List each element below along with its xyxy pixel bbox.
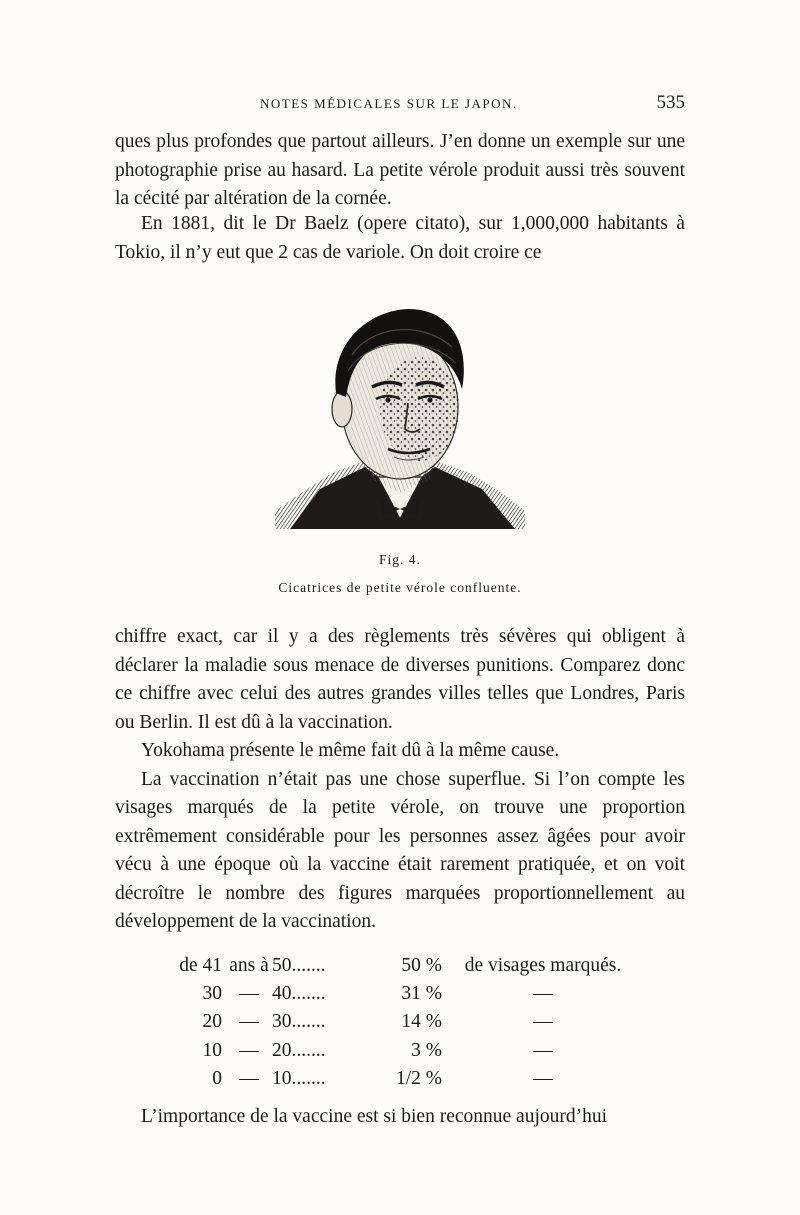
marked-percent: 3 %: [411, 1039, 442, 1061]
age-separator: —: [239, 1067, 259, 1089]
age-from: de 41: [179, 955, 222, 976]
age-to: 20.......: [272, 1039, 326, 1061]
stat-row: [160, 1068, 685, 1096]
paragraph-3-part-3: La vaccination n’était pas une chose superflue. Si l’on compte les visages marqués de la petite vérole, on trouve une proportion extrêmement considérable pour les personnes assez âgées pour avoir vécu à une époque où la vaccine était rarement pratiquée, et on voit décroître le nombre des figures marquées proportionnellement au développement de la vaccination.: [115, 768, 685, 932]
age-to: 50.......: [272, 955, 326, 976]
age-separator: —: [239, 1011, 259, 1033]
age-from: 0: [212, 1067, 222, 1089]
age-separator: —: [239, 1039, 259, 1061]
age-from: 20: [202, 1011, 222, 1033]
page-number: 535: [656, 92, 685, 113]
paragraph-3: [115, 623, 685, 937]
running-title: NOTES MÉDICALES SUR LE JAPON.: [260, 96, 518, 111]
age-statistics-table: [160, 955, 685, 1096]
row-suffix: —: [533, 1067, 553, 1089]
paragraph-1: ques plus profondes que partout ailleurs. J’en donne un exemple sur une photographie prise au hasard. La petite vérole produit aussi très souvent la cécité par altération de la cornée.: [115, 131, 685, 209]
age-separator: —: [239, 983, 259, 1005]
stat-row: [160, 1011, 685, 1039]
paragraph-3-part-2: Yokohama présente le même fait dû à la même cause.: [141, 740, 560, 761]
stat-row: [160, 983, 685, 1011]
row-suffix: de visages marqués.: [464, 955, 622, 976]
age-separator: ans à: [229, 955, 269, 976]
age-to: 30.......: [272, 1011, 326, 1033]
marked-percent: 31 %: [401, 983, 442, 1005]
row-suffix: —: [533, 983, 553, 1005]
row-suffix: —: [533, 1039, 553, 1061]
marked-percent: 50 %: [401, 955, 442, 976]
marked-percent: 1/2 %: [395, 1067, 442, 1089]
marked-percent: 14 %: [401, 1011, 442, 1033]
age-to: 40.......: [272, 983, 326, 1005]
stat-row: [160, 1040, 685, 1068]
stat-row: [160, 955, 685, 983]
age-to: 10.......: [272, 1067, 326, 1089]
portrait-illustration: [270, 297, 530, 537]
paragraph-3-part-1: chiffre exact, car il y a des règlements très sévères qui obligent à déclarer la maladie sous menace de diverses punitions. Comparez donc ce chiffre avec celui des autres grandes villes telles que Londres, Paris ou Berlin. Il est dû à la vaccination.: [115, 626, 685, 733]
figure-caption: Cicatrices de petite vérole confluente.: [278, 580, 522, 595]
paragraph-4: L’importance de la vaccine est si bien reconnue aujourd’hui: [141, 1106, 608, 1127]
age-from: 30: [202, 983, 222, 1005]
row-suffix: —: [533, 1011, 553, 1033]
page-header: [115, 92, 685, 120]
figure-label: Fig. 4.: [379, 552, 421, 567]
portrait-engraving: [270, 297, 530, 537]
age-from: 10: [202, 1039, 222, 1061]
paragraph-2: En 1881, dit le Dr Baelz (opere citato), sur 1,000,000 habitants à Tokio, il n’y eut que 2 cas de variole. On doit croire ce: [115, 213, 685, 263]
